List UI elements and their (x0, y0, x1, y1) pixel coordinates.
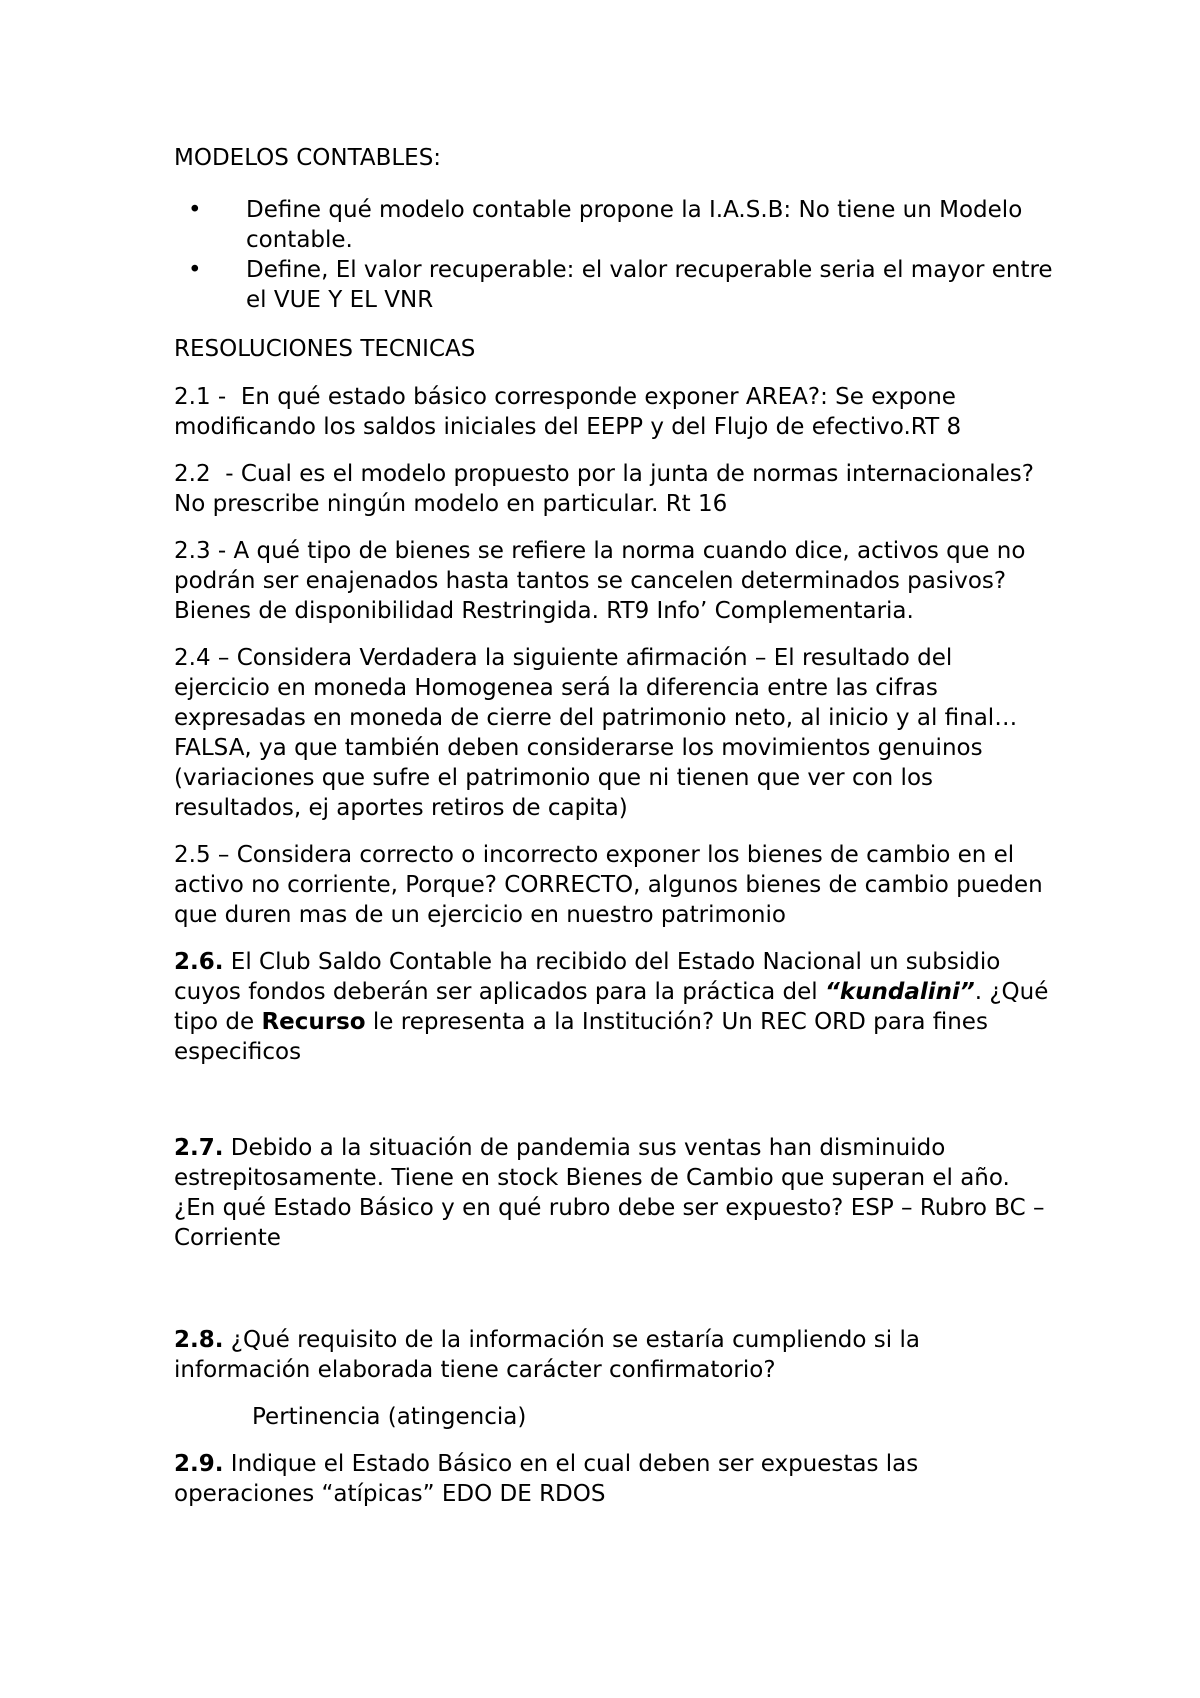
question-number: 2.9. (174, 1451, 224, 1477)
document-body (174, 143, 1054, 1526)
question-text: A qué tipo de bienes se refiere la norma cuando dice, activos que no podrán ser enajenados hasta tantos se cancelen determinados pasivos? Bienes de disponibilidad Restringida. RT9 Info’ Complementaria. (174, 538, 1026, 624)
question-text: Indique el Estado Básico en el cual deben ser expuestas las operaciones “atípicas” EDO DE RDOS (174, 1451, 919, 1507)
recurso-term: Recurso (261, 1009, 366, 1035)
question-2-3 (174, 536, 1054, 626)
answer-2-8: Pertinencia (atingencia) (252, 1404, 527, 1430)
quote-open: “ (825, 979, 840, 1005)
question-text: – Considera Verdadera la siguiente afirmación – El resultado del ejercicio en moneda Homogenea será la diferencia entre las cifras expresadas en moneda de cierre del patrimonio neto, al inicio y al final… FALSA, ya que también deben considerarse los movimientos genuinos (variaciones que sufre el patrimonio que ni tienen que ver con los resultados, ej aportes retiros de capita) (174, 645, 1018, 821)
question-2-5 (174, 840, 1054, 930)
heading-resoluciones-tecnicas: RESOLUCIONES TECNICAS (174, 336, 476, 362)
question-number: 2.2 (174, 461, 211, 487)
question-text-end: le representa a la Institución? Un REC ORD para fines especificos (174, 1009, 988, 1065)
question-2-7 (174, 1133, 1054, 1253)
bullet-text: Define, El valor recuperable: el valor recuperable seria el mayor entre el VUE Y EL VNR (246, 257, 1053, 313)
question-2-1 (174, 382, 1054, 442)
bullet-icon: • (188, 197, 202, 223)
quote-close: ” (959, 979, 975, 1005)
bullet-list (174, 195, 1054, 315)
question-number: 2.3 - (174, 538, 227, 564)
kundalini-term: kundalini (839, 979, 960, 1005)
heading-modelos-contables: MODELOS CONTABLES: (174, 145, 442, 171)
question-text: – Considera correcto o incorrecto exponer los bienes de cambio en el activo no corriente, Porque? CORRECTO, algunos bienes de cambio pueden que duren mas de un ejercicio en nuestro patrimonio (174, 842, 1043, 928)
question-2-6 (174, 947, 1054, 1067)
question-2-8 (174, 1325, 1054, 1385)
question-number: 2.6. (174, 949, 224, 975)
question-number: 2.1 - (174, 384, 227, 410)
question-text: ¿Qué requisito de la información se estaría cumpliendo si la información elaborada tiene carácter confirmatorio? (174, 1327, 920, 1383)
question-text: En qué estado básico corresponde exponer AREA?: Se expone modificando los saldos iniciales del EEPP y del Flujo de efectivo.RT 8 (174, 384, 962, 440)
bullet-icon: • (188, 257, 202, 283)
bullet-item (174, 255, 1054, 315)
question-2-4 (174, 643, 1054, 823)
question-number: 2.4 (174, 645, 211, 671)
bullet-item (174, 195, 1054, 255)
question-number: 2.8. (174, 1327, 224, 1353)
question-number: 2.7. (174, 1135, 224, 1161)
bullet-text: Define qué modelo contable propone la I.A.S.B: No tiene un Modelo contable. (246, 197, 1023, 253)
question-text: Debido a la situación de pandemia sus ventas han disminuido estrepitosamente. Tiene en stock Bienes de Cambio que superan el año. ¿En qué Estado Básico y en qué rubro debe ser expuesto? ESP – Rubro BC – Corriente (174, 1135, 1045, 1251)
question-2-2 (174, 459, 1054, 519)
question-text-cont: . ¿Qué tipo de (174, 979, 1049, 1035)
question-text: El Club Saldo Contable ha recibido del Estado Nacional un subsidio cuyos fondos deberán ser aplicados para la práctica del (174, 949, 1001, 1005)
question-number: 2.5 (174, 842, 211, 868)
question-2-9 (174, 1449, 1054, 1509)
question-text: - Cual es el modelo propuesto por la junta de normas internacionales? No prescribe ningún modelo en particular. Rt 16 (174, 461, 1034, 517)
